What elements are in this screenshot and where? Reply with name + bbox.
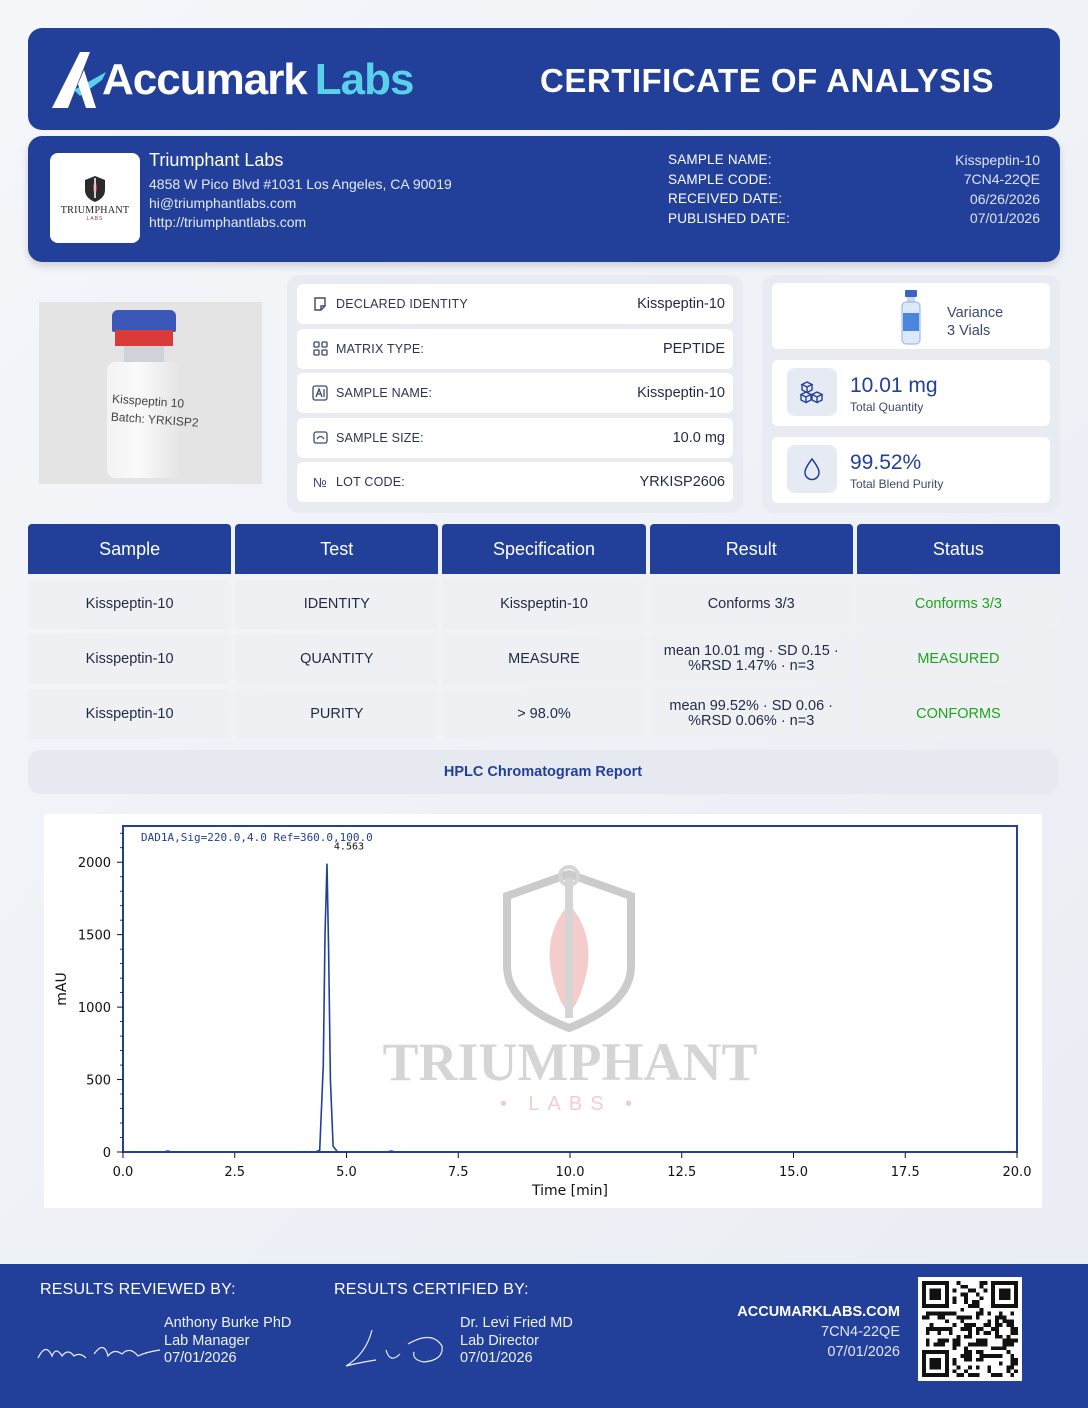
identity-label: MATRIX TYPE:: [336, 341, 425, 356]
purity-label: Total Blend Purity: [850, 477, 944, 491]
cell-sample: Kisspeptin-10: [28, 689, 231, 739]
client-info: [149, 150, 452, 232]
meta-row: [668, 209, 1040, 229]
x-tick-label: 20.0: [1002, 1165, 1032, 1180]
variance-value: 3 Vials: [947, 323, 991, 339]
x-tick-label: 2.5: [224, 1165, 246, 1180]
logo-text: Accumark Labs: [102, 55, 414, 104]
meta-value: Kisspeptin-10: [955, 151, 1040, 168]
cell-result: mean 99.52% · SD 0.06 · %RSD 0.06% · n=3: [650, 689, 853, 739]
vial-label: [105, 389, 200, 444]
reviewer-block: [164, 1315, 291, 1368]
y-axis-label: mAU: [54, 972, 70, 1006]
reviewer-signature: [34, 1334, 164, 1368]
meta-label: PUBLISHED DATE:: [668, 210, 791, 226]
meta-value: 7CN4-22QE: [963, 171, 1040, 188]
y-axis: [78, 833, 123, 1161]
client-logo-sub: LABS: [86, 215, 104, 222]
qr-code[interactable]: [918, 1277, 1022, 1381]
droplet-icon: [787, 445, 837, 493]
table-row: [28, 689, 1060, 739]
x-axis: [113, 1152, 1032, 1180]
cell-result: Conforms 3/3: [650, 580, 853, 629]
certified-label: RESULTS CERTIFIED BY:: [334, 1281, 529, 1298]
results-header-row: [28, 524, 1060, 574]
identity-row: [297, 329, 733, 369]
quantity-value: 10.01 mg: [850, 374, 938, 397]
sample-meta: [668, 150, 1040, 228]
text-a-icon: [311, 384, 329, 402]
identity-label: LOT CODE:: [336, 475, 405, 489]
client-website[interactable]: http://triumphantlabs.com: [149, 214, 307, 230]
table-row: [28, 580, 1060, 629]
accumark-a-icon: [50, 50, 106, 110]
client-panel: [28, 136, 1060, 262]
header-banner: [28, 28, 1060, 130]
header-result: Result: [650, 524, 853, 574]
chromatogram: [44, 814, 1042, 1208]
y-tick-label: 1000: [77, 1001, 111, 1017]
site-url[interactable]: ACCUMARKLABS.COM: [737, 1304, 900, 1320]
x-tick-label: 10.0: [555, 1165, 585, 1180]
client-logo: [50, 153, 140, 243]
header-sample: Sample: [28, 524, 231, 574]
watermark: [383, 867, 758, 1115]
variance-label: Variance: [947, 305, 1004, 321]
qr-code-icon: [922, 1281, 1018, 1377]
x-tick-label: 17.5: [890, 1165, 920, 1180]
hplc-title: HPLC Chromatogram Report: [28, 750, 1058, 794]
cell-specification: MEASURE: [442, 634, 645, 684]
reviewer-title: Lab Manager: [164, 1332, 250, 1349]
y-tick-label: 1500: [77, 928, 111, 944]
meta-value: 07/01/2026: [969, 210, 1040, 227]
watermark-subtext: • LABS •: [499, 1093, 641, 1115]
meta-label: RECEIVED DATE:: [668, 191, 783, 207]
note-icon: [311, 295, 329, 313]
peak-label: 4.563: [333, 841, 365, 853]
client-logo-text: TRIUMPHANT: [60, 204, 130, 216]
results-table: [28, 524, 1060, 744]
vial-ring: [115, 330, 173, 346]
cell-specification: > 98.0%: [442, 689, 645, 739]
accumark-logo: [50, 50, 413, 110]
peak-labels: [334, 842, 364, 853]
signal-label: DAD1A,Sig=220.0,4.0 Ref=360.0,100.0: [141, 831, 373, 844]
scale-icon: [311, 429, 329, 447]
identity-row: [297, 284, 733, 324]
cell-status: CONFORMS: [857, 689, 1060, 739]
header-status: Status: [857, 524, 1060, 574]
identity-row: [297, 373, 733, 413]
cell-test: QUANTITY: [235, 634, 438, 684]
purity-card: [772, 437, 1050, 503]
identity-label: DECLARED IDENTITY: [336, 297, 468, 311]
vial-label-line: Kisspeptin 10: [111, 391, 185, 411]
cell-sample: Kisspeptin-10: [28, 580, 231, 629]
cell-status: Conforms 3/3: [857, 580, 1060, 629]
certifier-date: 07/01/2026: [460, 1350, 533, 1366]
quantity-card: [772, 360, 1050, 426]
cell-specification: Kisspeptin-10: [442, 580, 645, 629]
cell-result: mean 10.01 mg · SD 0.15 · %RSD 1.47% · n=3: [650, 634, 853, 684]
meta-row: [668, 150, 1040, 170]
x-tick-label: 15.0: [779, 1165, 808, 1180]
certifier-block: [460, 1315, 573, 1368]
purity-value: 99.52%: [850, 451, 922, 474]
y-tick-label: 500: [86, 1073, 111, 1089]
identity-value: Kisspeptin-10: [637, 385, 725, 401]
shield-sword-icon: [84, 175, 106, 203]
client-address: 4858 W Pico Blvd #1031 Los Angeles, CA 90019: [149, 176, 452, 192]
identity-value: Kisspeptin-10: [637, 296, 725, 312]
meta-label: SAMPLE NAME:: [668, 152, 772, 168]
identity-row: [297, 462, 733, 502]
y-tick-label: 0: [102, 1146, 111, 1161]
x-tick-label: 0.0: [112, 1165, 134, 1180]
meta-row: [668, 170, 1040, 190]
footer-code: 7CN4-22QE: [821, 1324, 900, 1340]
x-axis-label: Time [min]: [531, 1183, 609, 1199]
header-test: Test: [235, 524, 438, 574]
certificate-title: CERTIFICATE OF ANALYSIS: [540, 62, 994, 99]
certifier-signature: [342, 1324, 452, 1372]
meta-label: SAMPLE CODE:: [668, 171, 772, 187]
identity-value: PEPTIDE: [662, 340, 725, 357]
cell-status: MEASURED: [857, 634, 1060, 684]
footer: [0, 1264, 1088, 1408]
y-tick-label: 2000: [77, 856, 111, 872]
certifier-title: Lab Director: [460, 1332, 539, 1349]
cubes-icon: [787, 368, 837, 416]
cell-sample: Kisspeptin-10: [28, 634, 231, 684]
identity-panel: [287, 275, 743, 513]
vial-icon: [900, 289, 922, 345]
cell-test: IDENTITY: [235, 580, 438, 629]
meta-value: 06/26/2026: [969, 190, 1040, 207]
variance-card: [772, 283, 1050, 349]
site-block: [737, 1302, 900, 1362]
variance-text: [947, 304, 1003, 340]
certifier-name: Dr. Levi Fried MD: [460, 1315, 573, 1331]
sample-photo: [39, 302, 262, 484]
quantity-label: Total Quantity: [850, 400, 924, 414]
x-tick-label: 7.5: [447, 1165, 469, 1180]
identity-value: YRKISP2606: [639, 474, 725, 490]
table-row: [28, 634, 1060, 684]
vial-cap: [112, 310, 176, 332]
identity-label: SAMPLE NAME:: [336, 386, 433, 400]
identity-row: [297, 418, 733, 458]
x-tick-label: 12.5: [667, 1165, 697, 1180]
identity-label: SAMPLE SIZE:: [336, 430, 424, 445]
watermark-text: TRIUMPHANT: [382, 1032, 758, 1092]
client-name: Triumphant Labs: [149, 150, 284, 170]
vial-label-line: Batch: YRKISP2: [110, 409, 200, 430]
footer-date: 07/01/2026: [827, 1344, 900, 1360]
grid-icon: [311, 340, 329, 358]
cell-test: PURITY: [235, 689, 438, 739]
chromatogram-svg: [44, 814, 1042, 1208]
meta-row: [668, 189, 1040, 209]
reviewed-label: RESULTS REVIEWED BY:: [40, 1281, 236, 1298]
watermark-sword: [565, 878, 573, 1018]
reviewer-date: 07/01/2026: [164, 1350, 237, 1366]
reviewer-name: Anthony Burke PhD: [164, 1315, 292, 1331]
client-email[interactable]: hi@triumphantlabs.com: [149, 195, 297, 211]
summary-panel: [762, 275, 1060, 513]
number-icon: №: [313, 474, 327, 490]
x-tick-label: 5.0: [336, 1165, 357, 1180]
identity-value: 10.0 mg: [672, 429, 725, 446]
header-specification: Specification: [442, 524, 645, 574]
